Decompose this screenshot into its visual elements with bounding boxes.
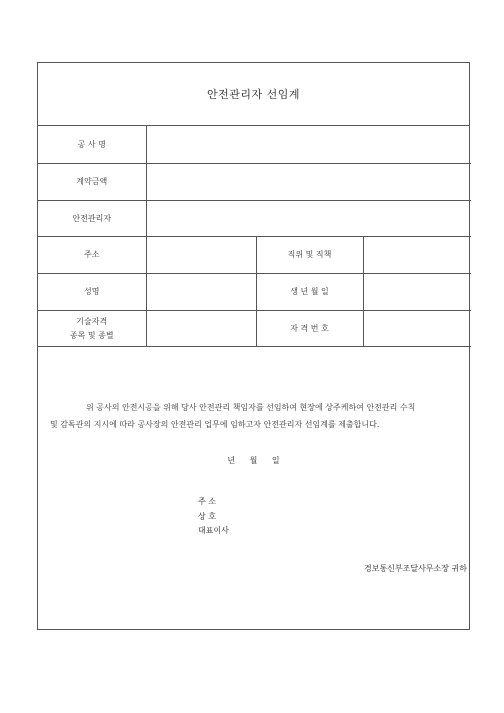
qualification-label [38, 310, 146, 346]
contract-amount-field[interactable] [146, 163, 471, 200]
project-name-label: 공 사 명 [38, 126, 146, 163]
date-line: 년 월 일 [227, 456, 280, 465]
declaration-line-2: 및 감독관의 지시에 따라 공사장의 안전관리 업무에 임하고자 안전관리자 선임계를 제출합니다. [50, 420, 380, 429]
position-label: 직위 및 직책 [256, 236, 363, 273]
birth-date-field[interactable] [363, 273, 471, 310]
project-name-field[interactable] [146, 126, 471, 163]
signature-ceo-label: 대표이사 [198, 526, 229, 535]
qualification-field[interactable] [146, 310, 256, 346]
table-row [38, 200, 471, 236]
declaration-line-1: 위 공사의 안전시공을 위해 당사 안전관리 책임자를 선임하여 현장에 상주케하여 안전관리 수칙 [86, 403, 416, 412]
form-title: 안전관리자 선임계 [38, 63, 469, 126]
table-row [38, 310, 471, 346]
table-row [38, 273, 471, 310]
name-label: 성명 [38, 273, 146, 310]
signature-company-label: 상 호 [198, 512, 216, 521]
signature-address-label: 주 소 [198, 497, 216, 506]
safety-manager-field[interactable] [146, 200, 471, 236]
address-field[interactable] [146, 236, 256, 273]
position-field[interactable] [363, 236, 471, 273]
birth-date-label: 생 년 월 일 [256, 273, 363, 310]
safety-manager-label: 안전관리자 [38, 200, 146, 236]
table-row [38, 163, 471, 200]
license-number-field[interactable] [363, 310, 471, 346]
addressee: 경보통신부조달사무소장 귀하 [363, 564, 467, 573]
qualification-label-line1: 기술자격 [76, 316, 108, 326]
address-label: 주소 [38, 236, 146, 273]
form-frame [37, 62, 470, 630]
declaration-text [50, 399, 460, 433]
license-number-label: 자 격 번 호 [256, 310, 363, 346]
qualification-label-line2: 종목 및 종별 [69, 330, 114, 340]
table-row [38, 236, 471, 273]
name-field[interactable] [146, 273, 256, 310]
contract-amount-label: 계약금액 [38, 163, 146, 200]
form-table [38, 126, 471, 347]
table-row [38, 126, 471, 163]
